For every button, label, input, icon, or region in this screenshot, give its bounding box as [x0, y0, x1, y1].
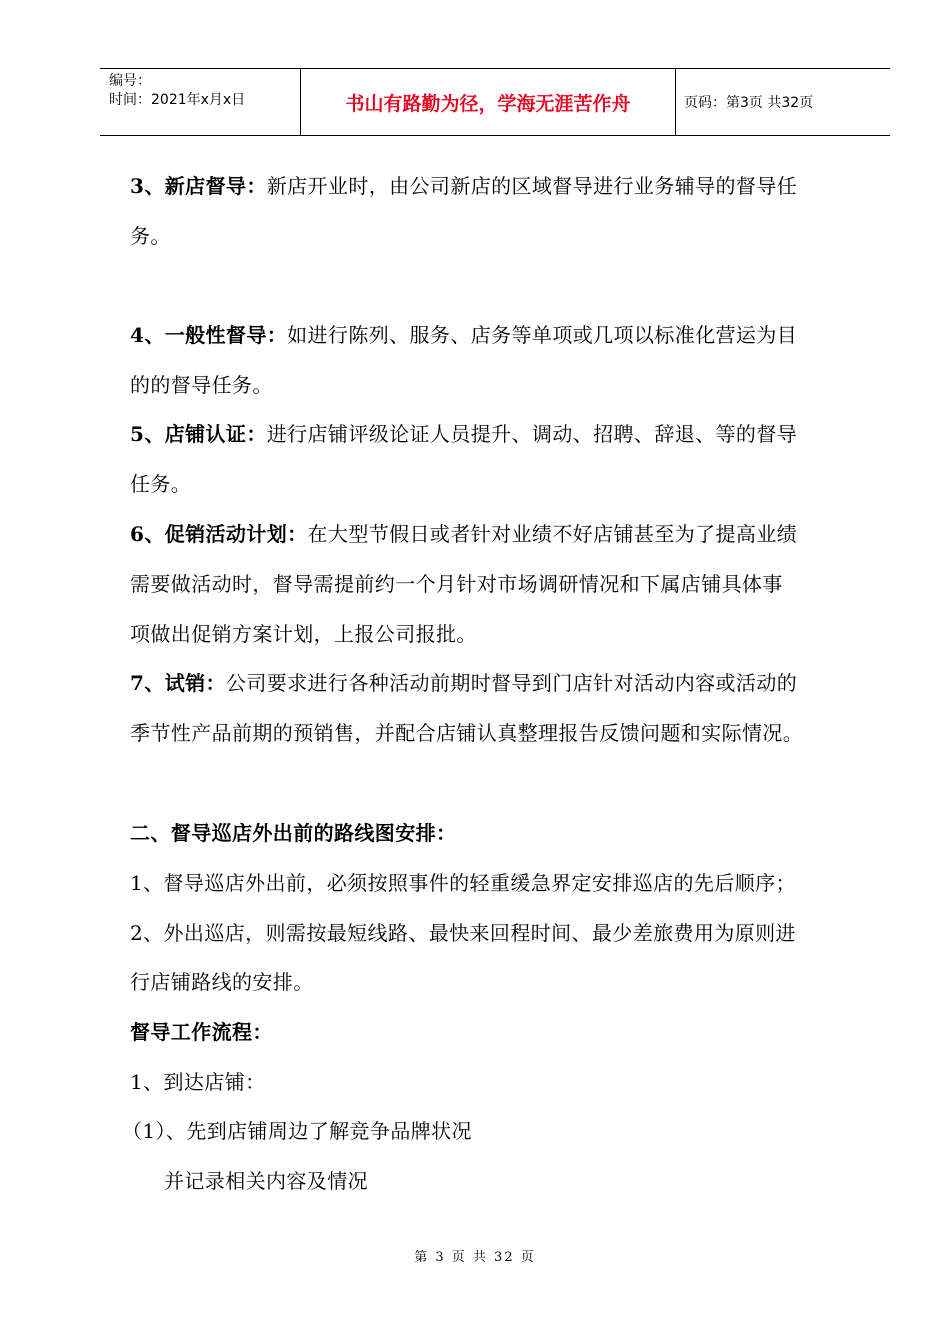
- workflow-step-1-b: 并记录相关内容及情况: [164, 1169, 368, 1193]
- workflow-step-1-a: （1）、先到店铺周边了解竞争品牌状况: [122, 1119, 472, 1143]
- item-7-text: 公司要求进行各种活动前期时督导到门店针对活动内容或活动的: [225, 671, 798, 695]
- header-motto: 书山有路勤为径，学海无涯苦作舟: [301, 69, 676, 135]
- item-5-text: 进行店铺评级论证人员提升、调动、招聘、辞退、等的督导: [266, 422, 798, 446]
- serial-label: 编号：: [109, 73, 151, 89]
- workflow-step-1: 1、到达店铺：: [130, 1070, 266, 1094]
- item-6-text: 在大型节假日或者针对业绩不好店铺甚至为了提高业绩: [307, 522, 798, 546]
- workflow-heading: 督导工作流程：: [130, 1020, 273, 1044]
- item-3-text: 新店开业时，由公司新店的区域督导进行业务辅导的督导任: [266, 174, 798, 198]
- item-6-line-1: [130, 521, 797, 547]
- item-3-number: 3、新店督导：: [130, 174, 267, 198]
- item-6-line-3: 项做出促销方案计划，上报公司报批。: [130, 622, 477, 646]
- item-4-text: 如进行陈列、服务、店务等单项或几项以标准化营运为目: [287, 323, 798, 347]
- section-2-line-1: 1、督导巡店外出前，必须按照事件的轻重缓急界定安排巡店的先后顺序；: [130, 871, 796, 895]
- item-6-line-2: 需要做活动时，督导需提前约一个月针对市场调研情况和下属店铺具体事: [130, 572, 783, 596]
- item-5-line-2: 任务。: [130, 472, 192, 496]
- item-5-number: 5、店铺认证：: [130, 422, 267, 446]
- header-meta: [100, 69, 301, 135]
- item-3-line-1: [130, 173, 797, 199]
- header-page-info: 页码：第3页 共32页: [684, 95, 814, 111]
- item-7-line-1: [130, 670, 797, 696]
- item-5-line-1: [130, 421, 797, 447]
- item-4-number: 4、一般性督导：: [130, 323, 288, 347]
- page-header: [100, 68, 890, 136]
- item-3-line-2: 务。: [130, 224, 171, 248]
- page-footer: 第 3 页 共 32 页: [414, 1250, 536, 1265]
- section-2-line-2: 2、外出巡店，则需按最短线路、最快来回程时间、最少差旅费用为原则进: [130, 921, 796, 945]
- item-4-line-2: 的的督导任务。: [130, 373, 273, 397]
- section-2-heading: 二、督导巡店外出前的路线图安排：: [130, 821, 457, 845]
- time-label: 时间：2021年x月x日: [109, 92, 246, 108]
- section-2-line-3: 行店铺路线的安排。: [130, 970, 314, 994]
- item-6-number: 6、促销活动计划：: [130, 522, 308, 546]
- item-7-number: 7、试销：: [130, 671, 226, 695]
- item-4-line-1: [130, 322, 797, 348]
- item-7-line-2: 季节性产品前期的预销售，并配合店铺认真整理报告反馈问题和实际情况。: [130, 721, 804, 745]
